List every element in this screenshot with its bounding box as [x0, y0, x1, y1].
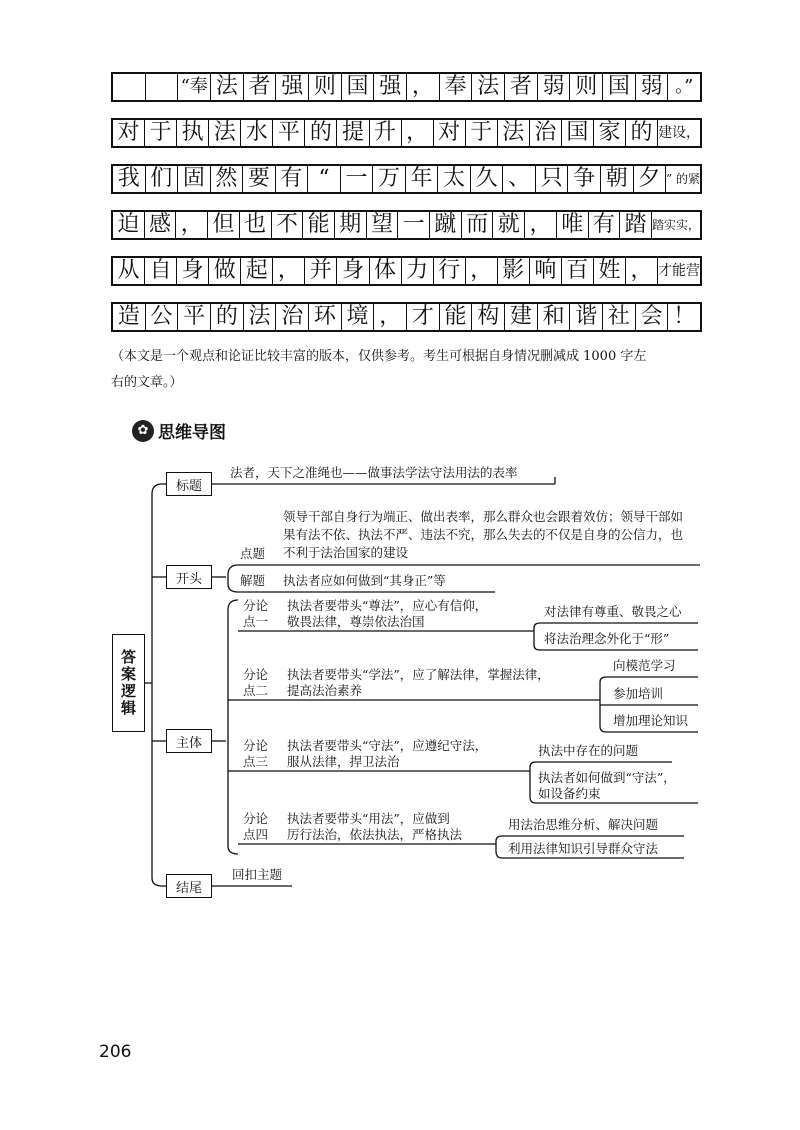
point-2-sub-1: 向模范学习	[613, 658, 676, 673]
point-4-sub-2: 利用法律知识引导群众守法	[508, 841, 659, 856]
essay-cell: 的	[626, 120, 658, 146]
essay-cell: 则	[309, 74, 342, 100]
essay-cell: 响	[530, 258, 562, 284]
essay-cell: 平	[273, 120, 305, 146]
essay-cell: 升	[370, 120, 402, 146]
essay-cell: 公	[146, 304, 179, 330]
point-3-label-2: 点三	[243, 754, 269, 769]
essay-cell: 要	[243, 166, 276, 192]
essay-cell: 和	[538, 304, 571, 330]
essay-cell: 弱	[538, 74, 571, 100]
essay-cell: ，	[626, 258, 658, 284]
point-4-text-2: 厉行法治，依法执法，严格执法	[287, 827, 463, 842]
essay-cell: 提	[337, 120, 369, 146]
essay-cell: 奉	[440, 74, 473, 100]
point-4-text-1: 执法者要带头“用法”，应做到	[287, 811, 450, 826]
essay-cell: ，	[525, 212, 557, 238]
essay-cell: “奉	[178, 74, 211, 100]
mindmap-heading-text: 思维导图	[158, 423, 226, 443]
essay-cell: 期	[335, 212, 367, 238]
essay-cell: 者	[244, 74, 277, 100]
essay-cell: 家	[594, 120, 626, 146]
opening-explain-label: 解题	[240, 573, 266, 588]
essay-cell: 法	[498, 120, 530, 146]
essay-cell: 从	[113, 258, 145, 284]
point-2-text-2: 提高法治素养	[287, 683, 363, 698]
essay-cell: 而	[462, 212, 494, 238]
essay-cell: 身	[177, 258, 209, 284]
point-3-text-1: 执法者要带头“守法”，应遵纪守法，	[287, 738, 488, 753]
point-4-sub-1: 用法治思维分析、解决问题	[508, 817, 659, 832]
essay-cell: 建设，	[658, 125, 701, 141]
essay-cell: 平	[178, 304, 211, 330]
essay-cell: 执	[177, 120, 209, 146]
essay-cell: 对	[434, 120, 466, 146]
essay-cell: 的	[305, 120, 337, 146]
essay-cell: 有	[589, 212, 621, 238]
essay-cell: 唯	[557, 212, 589, 238]
essay-cell: 自	[145, 258, 177, 284]
point-3-label-1: 分论	[243, 738, 269, 753]
point-2-text-1: 执法者要带头“学法”，应了解法律，掌握法律，	[287, 667, 550, 682]
essay-cell: 治	[530, 120, 562, 146]
essay-cell: ，	[402, 120, 434, 146]
essay-cell: ，	[407, 74, 440, 100]
point-1-text-2: 敬畏法律，尊崇依法治国	[287, 614, 425, 629]
essay-cell: 强	[276, 74, 309, 100]
essay-cell: 迫	[113, 212, 145, 238]
essay-cell: 久	[471, 166, 504, 192]
essay-cell: 则	[570, 74, 603, 100]
essay-cell: 踏	[620, 212, 652, 238]
point-1-sub-1: 对法律有尊重、敬畏之心	[544, 604, 682, 619]
opening-explain-text: 执法者应如何做到“其身正”等	[283, 573, 446, 588]
point-2-label-2: 点二	[243, 683, 269, 698]
essay-cell: 治	[276, 304, 309, 330]
essay-cell: 法	[244, 304, 277, 330]
essay-cell: 才能营	[658, 263, 701, 279]
essay-cell: 于	[466, 120, 498, 146]
essay-cell: 但	[208, 212, 240, 238]
opening-point-label: 点题	[240, 546, 266, 561]
essay-cell: ，	[273, 258, 305, 284]
essay-cell: ，	[176, 212, 208, 238]
essay-cell: 体	[370, 258, 402, 284]
essay-cell: 力	[402, 258, 434, 284]
essay-cell: 我	[113, 166, 146, 192]
essay-cell: 做	[209, 258, 241, 284]
essay-cell: 。”	[675, 76, 694, 97]
essay-cell: “	[308, 166, 341, 192]
essay-cell: 法	[472, 74, 505, 100]
essay-cell: 于	[145, 120, 177, 146]
essay-cell: 法	[211, 74, 244, 100]
essay-cell: 环	[309, 304, 342, 330]
essay-cell: 有	[276, 166, 309, 192]
essay-cell: 影	[498, 258, 530, 284]
point-1-sub-2: 将法治理念外化于“形”	[544, 631, 670, 646]
point-1-label-1: 分论	[243, 598, 269, 613]
point-2-label-1: 分论	[243, 667, 269, 682]
essay-cell: 对	[113, 120, 145, 146]
essay-cell: 不	[272, 212, 304, 238]
essay-cell: 只	[536, 166, 569, 192]
essay-cell: 者	[505, 74, 538, 100]
essay-cell: ！	[673, 304, 696, 329]
essay-cell: 造	[113, 304, 146, 330]
essay-cell: 太	[438, 166, 471, 192]
essay-cell: 固	[178, 166, 211, 192]
point-4-label-2: 点四	[243, 827, 269, 842]
essay-cell: 强	[374, 74, 407, 100]
essay-cell: 身	[337, 258, 369, 284]
essay-cell: 们	[146, 166, 179, 192]
point-2-sub-3: 增加理论知识	[613, 713, 689, 728]
essay-cell: 也	[240, 212, 272, 238]
essay-cell: 弱	[636, 74, 669, 100]
point-1-text-1: 执法者要带头“尊法”，应心有信仰，	[287, 598, 488, 613]
essay-cell: 然	[211, 166, 244, 192]
essay-cell: 谐	[570, 304, 603, 330]
essay-cell: 水	[241, 120, 273, 146]
essay-cell: 境	[342, 304, 375, 330]
essay-note-line-1: （本文是一个观点和论证比较丰富的版本，仅供参考。考生可根据自身情况删减成 1000 字左	[111, 349, 647, 364]
point-4-label-1: 分论	[243, 811, 269, 826]
point-2-sub-2: 参加培训	[613, 686, 664, 701]
branch-body-box: 主体	[166, 729, 212, 753]
essay-cell: 感	[145, 212, 177, 238]
essay-cell: 就	[493, 212, 525, 238]
essay-cell: 朝	[601, 166, 634, 192]
essay-cell: 的	[211, 304, 244, 330]
essay-cell: ，	[374, 304, 407, 330]
essay-cell: 才	[407, 304, 440, 330]
essay-cell: 踏实实，	[651, 218, 700, 232]
point-3-sub-2: 执法者如何做到“守法”，	[538, 770, 676, 785]
essay-cell: 国	[562, 120, 594, 146]
essay-cell: 国	[603, 74, 636, 100]
essay-cell: 、	[503, 166, 536, 192]
essay-cell: 夕	[634, 166, 667, 192]
point-3-text-2: 服从法律，捍卫法治	[287, 754, 400, 769]
essay-cell: 国	[342, 74, 375, 100]
branch-ending-box: 结尾	[166, 874, 212, 898]
mindmap-root-box: 答案逻辑	[112, 634, 145, 732]
essay-cell: 望	[367, 212, 399, 238]
branch-title-box: 标题	[166, 472, 212, 496]
essay-cell: 构	[472, 304, 505, 330]
essay-cell: 并	[305, 258, 337, 284]
flower-icon: ✿	[132, 420, 154, 442]
point-3-sub-1: 执法中存在的问题	[538, 743, 639, 758]
page-number: 206	[99, 1042, 132, 1062]
essay-cell: 社	[603, 304, 636, 330]
essay-cell: 蹴	[430, 212, 462, 238]
essay-cell: 起	[241, 258, 273, 284]
essay-cell: 年	[406, 166, 439, 192]
branch-opening-box: 开头	[166, 565, 212, 589]
essay-cell: 争	[568, 166, 601, 192]
point-3-sub-3: 如设备约束	[538, 786, 601, 801]
essay-cell: 姓	[594, 258, 626, 284]
essay-cell: ” 的紧	[666, 172, 700, 186]
essay-cell: ，	[466, 258, 498, 284]
essay-cell: 法	[209, 120, 241, 146]
opening-point-text: 领导干部自身行为端正、做出表率，那么群众也会跟着效仿；领导干部如果有法不依、执法不严、违法不究，那么失去的不仅是自身的公信力，也不利于法治国家的建设	[283, 509, 684, 560]
essay-cell: 能	[440, 304, 473, 330]
essay-cell: 行	[434, 258, 466, 284]
essay-cell: 建	[505, 304, 538, 330]
essay-cell: 万	[373, 166, 406, 192]
essay-cell: 会	[636, 304, 669, 330]
essay-cell: 一	[341, 166, 374, 192]
essay-cell: 能	[303, 212, 335, 238]
essay-note-line-2: 右的文章。）	[111, 375, 183, 390]
essay-cell: 一	[398, 212, 430, 238]
point-1-label-2: 点一	[243, 614, 269, 629]
essay-cell: 百	[562, 258, 594, 284]
branch-title-text: 法者，天下之准绳也——做事法学法守法用法的表率	[230, 465, 518, 480]
ending-text: 回扣主题	[232, 867, 283, 882]
